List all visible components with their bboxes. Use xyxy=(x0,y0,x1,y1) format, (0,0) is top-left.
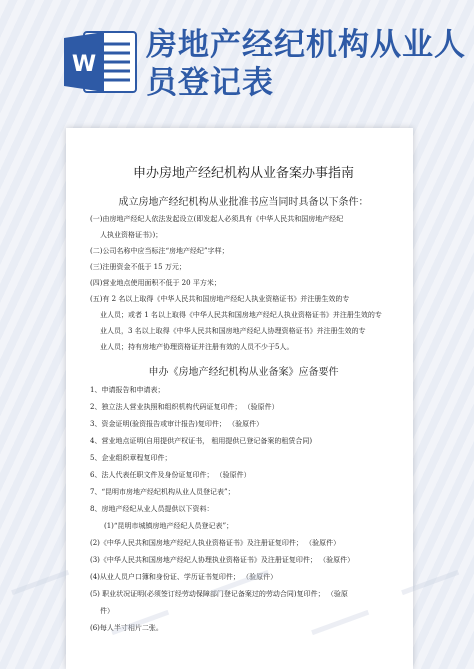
requirement-line: (5) 职业状况证明(必须签订经劳动保障部门登记备案过的劳动合同)复印件； （验原 xyxy=(90,590,348,598)
condition-line: (四)营业地点使用面积不低于 20 平方米； xyxy=(90,279,221,287)
document-title: 申办房地产经纪机构从业备案办事指南 xyxy=(132,166,354,181)
requirement-line: (4)从业人员户口簿和身份证、学历证书复印件； （验原件） xyxy=(90,573,278,581)
requirements-list xyxy=(90,382,397,637)
condition-line: 业人员；或者 1 名以上取得《中华人民共和国房地产经纪人执业资格证书》并注册生效的专 xyxy=(100,311,382,319)
condition-line: (三)注册资金不低于 15 万元； xyxy=(90,263,186,271)
requirement-line: 8、房地产经纪从业人员提供以下资料： xyxy=(90,505,214,513)
requirement-line: 2、独立法人营业执照和组织机构代码证复印件； （验原件） xyxy=(90,403,279,411)
condition-line: (五)有 2 名以上取得《中华人民共和国房地产经纪人执业资格证书》并注册生效的专 xyxy=(90,295,350,303)
requirement-line: 件） xyxy=(100,607,114,615)
conditions-list xyxy=(90,211,397,355)
condition-line: 人执业资格证书》)； xyxy=(100,231,163,239)
page-title: 房地产经纪机构从业人员登记表 xyxy=(146,27,466,101)
condition-line: (二)公司名称中应当标注“房地产经纪”字样； xyxy=(90,247,229,255)
requirement-line: 7、“昆明市房地产经纪机构从业人员登记表”； xyxy=(90,488,235,496)
header-banner xyxy=(0,0,474,120)
word-icon xyxy=(62,28,138,96)
requirement-line: 3、资金证明(验资报告或审计报告)复印件； （验原件） xyxy=(90,420,264,428)
condition-line: (一)由房地产经纪人依法发起设立(即发起人必须具有《中华人民共和国房地产经纪 xyxy=(90,215,344,223)
condition-line: 业人员，3 名以上取得《中华人民共和国房地产经纪人协理资格证书》并注册生效的专 xyxy=(100,327,366,335)
requirement-line: (6)每人半寸相片二张。 xyxy=(90,624,163,632)
requirement-line: (2)《中华人民共和国房地产经纪人执业资格证书》及注册证复印件； （验原件） xyxy=(90,539,341,547)
section-heading-requirements: 申办《房地产经纪机构从业备案》应备要件 xyxy=(148,367,339,378)
section-heading-conditions: 成立房地产经纪机构从业批准书应当同时具备以下条件： xyxy=(118,197,369,208)
requirement-line: 5、企业组织章程复印件； xyxy=(90,454,172,462)
requirement-line: 1、申请报告和申请表； xyxy=(90,386,165,394)
svg-text:W: W xyxy=(71,52,97,77)
requirement-line: (3)《中华人民共和国房地产经纪人协理执业资格证书》及注册证复印件； （验原件） xyxy=(90,556,355,564)
document-page xyxy=(66,128,413,669)
requirement-line: 4、营业地点证明(自用提供产权证书， 租用提供已登记备案的租赁合同) xyxy=(90,437,313,445)
requirement-line: 6、法人代表任职文件及身份证复印件； （验原件） xyxy=(90,471,251,479)
requirement-line: (1)“昆明市城镇房地产经纪人员登记表”； xyxy=(104,522,234,530)
condition-line: 业人员；持有房地产协理资格证并注册有效的人员不少于5人。 xyxy=(100,343,294,351)
